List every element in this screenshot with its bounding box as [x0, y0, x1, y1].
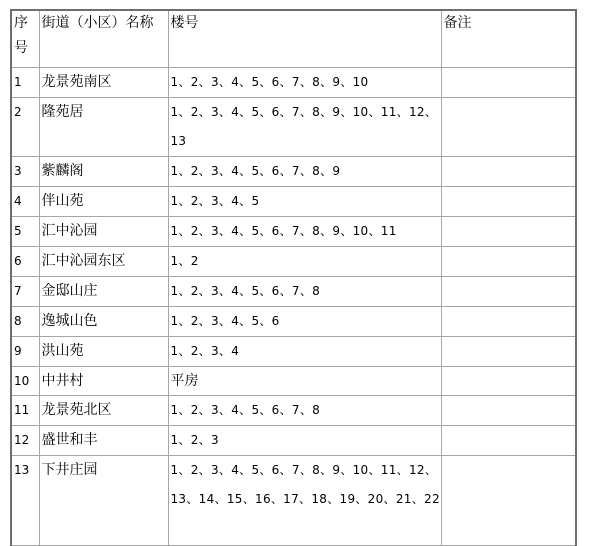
cell-seq — [11, 336, 39, 366]
cell-community — [39, 276, 168, 306]
cell-remarks — [441, 246, 576, 276]
cell-seq — [11, 186, 39, 216]
building-list: 1、2、3、4、5、6、7、8、9、10 — [170, 74, 369, 89]
community-building-table — [10, 9, 577, 546]
building-list: 1、2、3、4、5、6、7、8 — [170, 402, 321, 417]
cell-buildings — [168, 336, 441, 366]
header-buildings-label: 楼号 — [170, 15, 199, 31]
cell-seq — [11, 156, 39, 186]
cell-community — [39, 156, 168, 186]
seq-value: 7 — [14, 283, 22, 298]
cell-community — [39, 67, 168, 97]
cell-seq — [11, 97, 39, 156]
cell-remarks — [441, 156, 576, 186]
community-name: 下井庄园 — [41, 461, 98, 478]
table-row — [11, 425, 576, 455]
cell-community — [39, 186, 168, 216]
cell-seq — [11, 366, 39, 395]
table-row — [11, 276, 576, 306]
community-name: 隆苑居 — [41, 103, 84, 120]
table-row — [11, 97, 576, 156]
table-row — [11, 306, 576, 336]
building-list: 1、2、3 — [170, 432, 219, 447]
cell-buildings — [168, 425, 441, 455]
cell-buildings — [168, 276, 441, 306]
building-list: 1、2、3、4 — [170, 343, 240, 358]
cell-seq — [11, 395, 39, 425]
table-row — [11, 395, 576, 425]
seq-value: 10 — [14, 373, 30, 388]
building-list: 1、2、3、4、5、6、7、8、9、10、11、12、13 — [170, 104, 438, 148]
cell-community — [39, 336, 168, 366]
community-name: 紫麟阁 — [41, 162, 84, 179]
cell-seq — [11, 455, 39, 545]
community-name: 汇中沁园 — [41, 222, 98, 239]
cell-buildings — [168, 455, 441, 545]
table-row — [11, 156, 576, 186]
cell-community — [39, 216, 168, 246]
cell-community — [39, 366, 168, 395]
cell-seq — [11, 306, 39, 336]
cell-community — [39, 455, 168, 545]
table-row — [11, 246, 576, 276]
cell-buildings — [168, 97, 441, 156]
header-remarks — [441, 10, 576, 67]
cell-buildings — [168, 366, 441, 395]
community-name: 汇中沁园东区 — [41, 252, 126, 269]
table-row — [11, 67, 576, 97]
cell-remarks — [441, 306, 576, 336]
building-list: 1、2、3、4、5 — [170, 193, 260, 208]
table-header-row — [11, 10, 576, 67]
building-list: 1、2、3、4、5、6、7、8 — [170, 283, 321, 298]
cell-community — [39, 306, 168, 336]
building-list: 1、2、3、4、5、6 — [170, 313, 280, 328]
cell-buildings — [168, 156, 441, 186]
cell-remarks — [441, 336, 576, 366]
community-name: 盛世和丰 — [41, 431, 98, 448]
cell-buildings — [168, 216, 441, 246]
table-row — [11, 186, 576, 216]
seq-value: 4 — [14, 193, 22, 208]
seq-value: 13 — [14, 462, 30, 477]
cell-remarks — [441, 395, 576, 425]
table-row — [11, 366, 576, 395]
seq-value: 3 — [14, 163, 22, 178]
header-seq-label: 序号 — [14, 15, 28, 56]
cell-buildings — [168, 186, 441, 216]
seq-value: 12 — [14, 432, 30, 447]
cell-seq — [11, 425, 39, 455]
cell-community — [39, 246, 168, 276]
table-row — [11, 216, 576, 246]
table-row — [11, 336, 576, 366]
cell-seq — [11, 216, 39, 246]
seq-value: 9 — [14, 343, 22, 358]
seq-value: 2 — [14, 104, 22, 119]
cell-community — [39, 395, 168, 425]
cell-remarks — [441, 276, 576, 306]
building-list: 1、2、3、4、5、6、7、8、9 — [170, 163, 341, 178]
cell-buildings — [168, 395, 441, 425]
seq-value: 8 — [14, 313, 22, 328]
seq-value: 1 — [14, 74, 22, 89]
community-name: 龙景苑北区 — [41, 401, 112, 418]
header-buildings — [168, 10, 441, 67]
seq-value: 11 — [14, 402, 30, 417]
cell-community — [39, 97, 168, 156]
cell-remarks — [441, 67, 576, 97]
table-row — [11, 455, 576, 545]
community-name: 洪山苑 — [41, 342, 84, 359]
building-list: 1、2、3、4、5、6、7、8、9、10、11、12、13、14、15、16、17、18、19、20、21、22 — [170, 462, 440, 506]
cell-buildings — [168, 306, 441, 336]
cell-buildings — [168, 67, 441, 97]
cell-remarks — [441, 97, 576, 156]
community-name: 金邸山庄 — [41, 282, 98, 299]
building-list: 1、2 — [170, 253, 199, 268]
cell-seq — [11, 67, 39, 97]
building-list: 平房 — [170, 372, 199, 389]
cell-remarks — [441, 455, 576, 545]
seq-value: 5 — [14, 223, 22, 238]
cell-remarks — [441, 366, 576, 395]
header-seq — [11, 10, 39, 67]
community-name: 逸城山色 — [41, 312, 98, 329]
community-name: 伴山苑 — [41, 192, 84, 209]
cell-remarks — [441, 216, 576, 246]
seq-value: 6 — [14, 253, 22, 268]
header-community-label: 街道（小区）名称 — [41, 15, 154, 31]
building-list: 1、2、3、4、5、6、7、8、9、10、11 — [170, 223, 397, 238]
header-community — [39, 10, 168, 67]
cell-remarks — [441, 186, 576, 216]
cell-seq — [11, 276, 39, 306]
community-name: 龙景苑南区 — [41, 73, 112, 90]
cell-community — [39, 425, 168, 455]
cell-remarks — [441, 425, 576, 455]
cell-seq — [11, 246, 39, 276]
header-remarks-label: 备注 — [443, 15, 472, 31]
cell-buildings — [168, 246, 441, 276]
community-name: 中井村 — [41, 372, 84, 389]
